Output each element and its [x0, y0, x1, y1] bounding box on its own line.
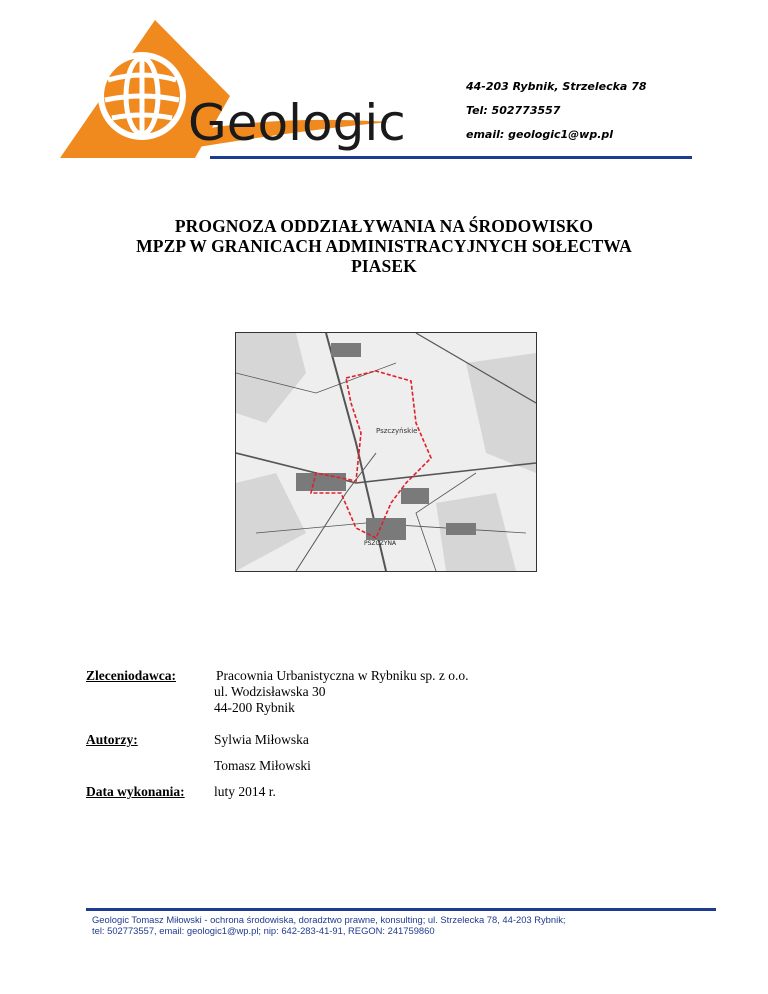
- contact-phone: Tel: 502773557: [466, 104, 561, 117]
- footer-line-2: tel: 502773557, email: geologic1@wp.pl; nip: 642-283-41-91, REGON: 241759860: [92, 925, 435, 936]
- contact-address: 44-203 Rybnik, Strzelecka 78: [466, 80, 647, 93]
- title-line-3: PIASEK: [351, 256, 417, 276]
- footer-rule: [86, 908, 716, 911]
- client-label: Zleceniodawca:: [86, 668, 176, 683]
- map-town-label: PSZCZYNA: [364, 540, 397, 547]
- header-rule: [210, 156, 692, 159]
- title-line-2: MPZP W GRANICACH ADMINISTRACYJNYCH SOŁECTWA: [136, 236, 632, 256]
- footer-line-1: Geologic Tomasz Miłowski - ochrona środowiska, doradztwo prawne, konsulting; ul. Strzelecka 78, 44-203 Rybnik;: [92, 914, 566, 925]
- contact-block: [466, 80, 647, 152]
- date-label: Data wykonania:: [86, 784, 185, 799]
- authors-label: Autorzy:: [86, 732, 138, 747]
- author-2: Tomasz Miłowski: [214, 758, 311, 773]
- document-title: [60, 216, 708, 276]
- date-value: luty 2014 r.: [214, 784, 276, 799]
- title-line-1: PROGNOZA ODDZIAŁYWANIA NA ŚRODOWISKO: [174, 216, 594, 236]
- map-region-label: Pszczyńskie: [376, 427, 418, 435]
- geologic-logo: [60, 18, 450, 168]
- logo-wordmark: Geologic: [188, 94, 406, 152]
- client-street: ul. Wodzisławska 30: [214, 684, 326, 699]
- contact-email: email: geologic1@wp.pl: [466, 128, 614, 141]
- author-1: Sylwia Miłowska: [214, 732, 309, 747]
- globe-icon: [98, 52, 186, 140]
- client-city: 44-200 Rybnik: [214, 700, 295, 715]
- client-name: Pracownia Urbanistyczna w Rybniku sp. z o.o.: [216, 668, 469, 683]
- footer: [92, 914, 712, 936]
- location-map: [235, 332, 537, 572]
